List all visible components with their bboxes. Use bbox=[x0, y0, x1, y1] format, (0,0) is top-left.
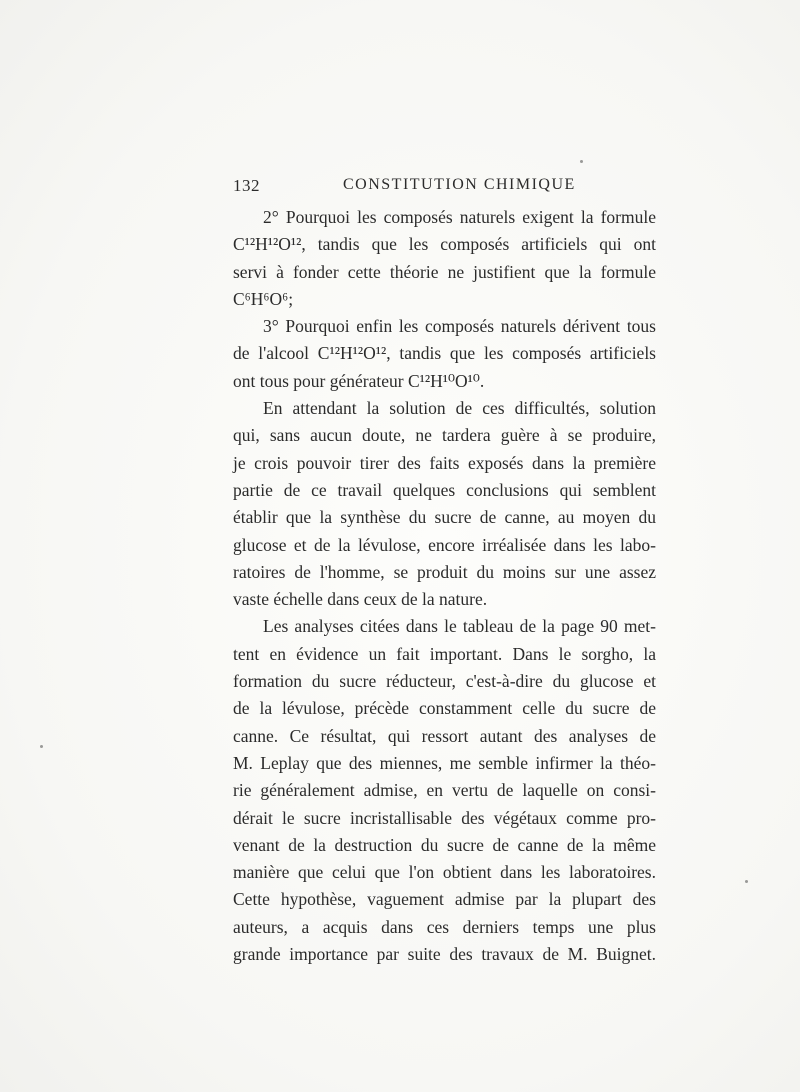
text-line: manière que celui que l'on obtient dans les laboratoires. bbox=[233, 862, 656, 883]
text-line: ont tous pour générateur C¹²H¹⁰O¹⁰. bbox=[233, 370, 485, 391]
text-line: vaste échelle dans ceux de la nature. bbox=[233, 589, 488, 610]
text-line: canne. Ce résultat, qui ressort autant des analyses de bbox=[233, 725, 656, 746]
paper-speck bbox=[580, 160, 583, 163]
text-line: En attendant la solution de ces difficultés, solution bbox=[263, 398, 656, 419]
text-line: 3° Pourquoi enfin les composés naturels dérivent tous bbox=[263, 316, 656, 337]
text-line: M. Leplay que des miennes, me semble infirmer la théo- bbox=[233, 752, 656, 773]
text-line: 2° Pourquoi les composés naturels exigent la formule bbox=[263, 207, 656, 227]
paper-speck bbox=[40, 745, 43, 748]
page-number: 132 bbox=[233, 176, 260, 195]
text-line: C¹²H¹²O¹², tandis que les composés artificiels qui ont bbox=[233, 234, 656, 255]
page-header bbox=[233, 176, 656, 200]
text-line: de la lévulose, précède constamment celle du sucre de bbox=[233, 698, 656, 719]
running-title: CONSTITUTION CHIMIQUE bbox=[343, 176, 576, 193]
body-text bbox=[233, 204, 656, 968]
text-line: dérait le sucre incristallisable des végétaux comme pro- bbox=[233, 807, 656, 828]
text-line: grande importance par suite des travaux de M. Buignet. bbox=[233, 944, 656, 965]
text-line: formation du sucre réducteur, c'est-à-dire du glucose et bbox=[233, 671, 656, 692]
text-line: de l'alcool C¹²H¹²O¹², tandis que les composés artificiels bbox=[233, 343, 656, 364]
text-line: partie de ce travail quelques conclusions qui semblent bbox=[233, 479, 656, 500]
paper-speck bbox=[745, 880, 748, 883]
text-line: ratoires de l'homme, se produit du moins sur une assez bbox=[233, 561, 656, 582]
text-line: servi à fonder cette théorie ne justifient que la formule bbox=[233, 261, 656, 282]
text-line: auteurs, a acquis dans ces derniers temps une plus bbox=[233, 916, 656, 937]
text-line: je crois pouvoir tirer des faits exposés dans la première bbox=[233, 452, 656, 473]
text-line: qui, sans aucun doute, ne tardera guère à se produire, bbox=[233, 425, 656, 446]
text-line: C⁶H⁶O⁶; bbox=[233, 288, 294, 309]
text-line: glucose et de la lévulose, encore irréalisée dans les labo- bbox=[233, 534, 656, 555]
text-line: Les analyses citées dans le tableau de la page 90 met- bbox=[263, 616, 656, 637]
text-line: rie généralement admise, en vertu de laquelle on consi- bbox=[233, 780, 656, 801]
text-line: établir que la synthèse du sucre de canne, au moyen du bbox=[233, 507, 656, 528]
text-line: venant de la destruction du sucre de canne de la même bbox=[233, 834, 656, 855]
text-line: Cette hypothèse, vaguement admise par la plupart des bbox=[233, 889, 656, 910]
text-line: tent en évidence un fait important. Dans le sorgho, la bbox=[233, 643, 656, 664]
